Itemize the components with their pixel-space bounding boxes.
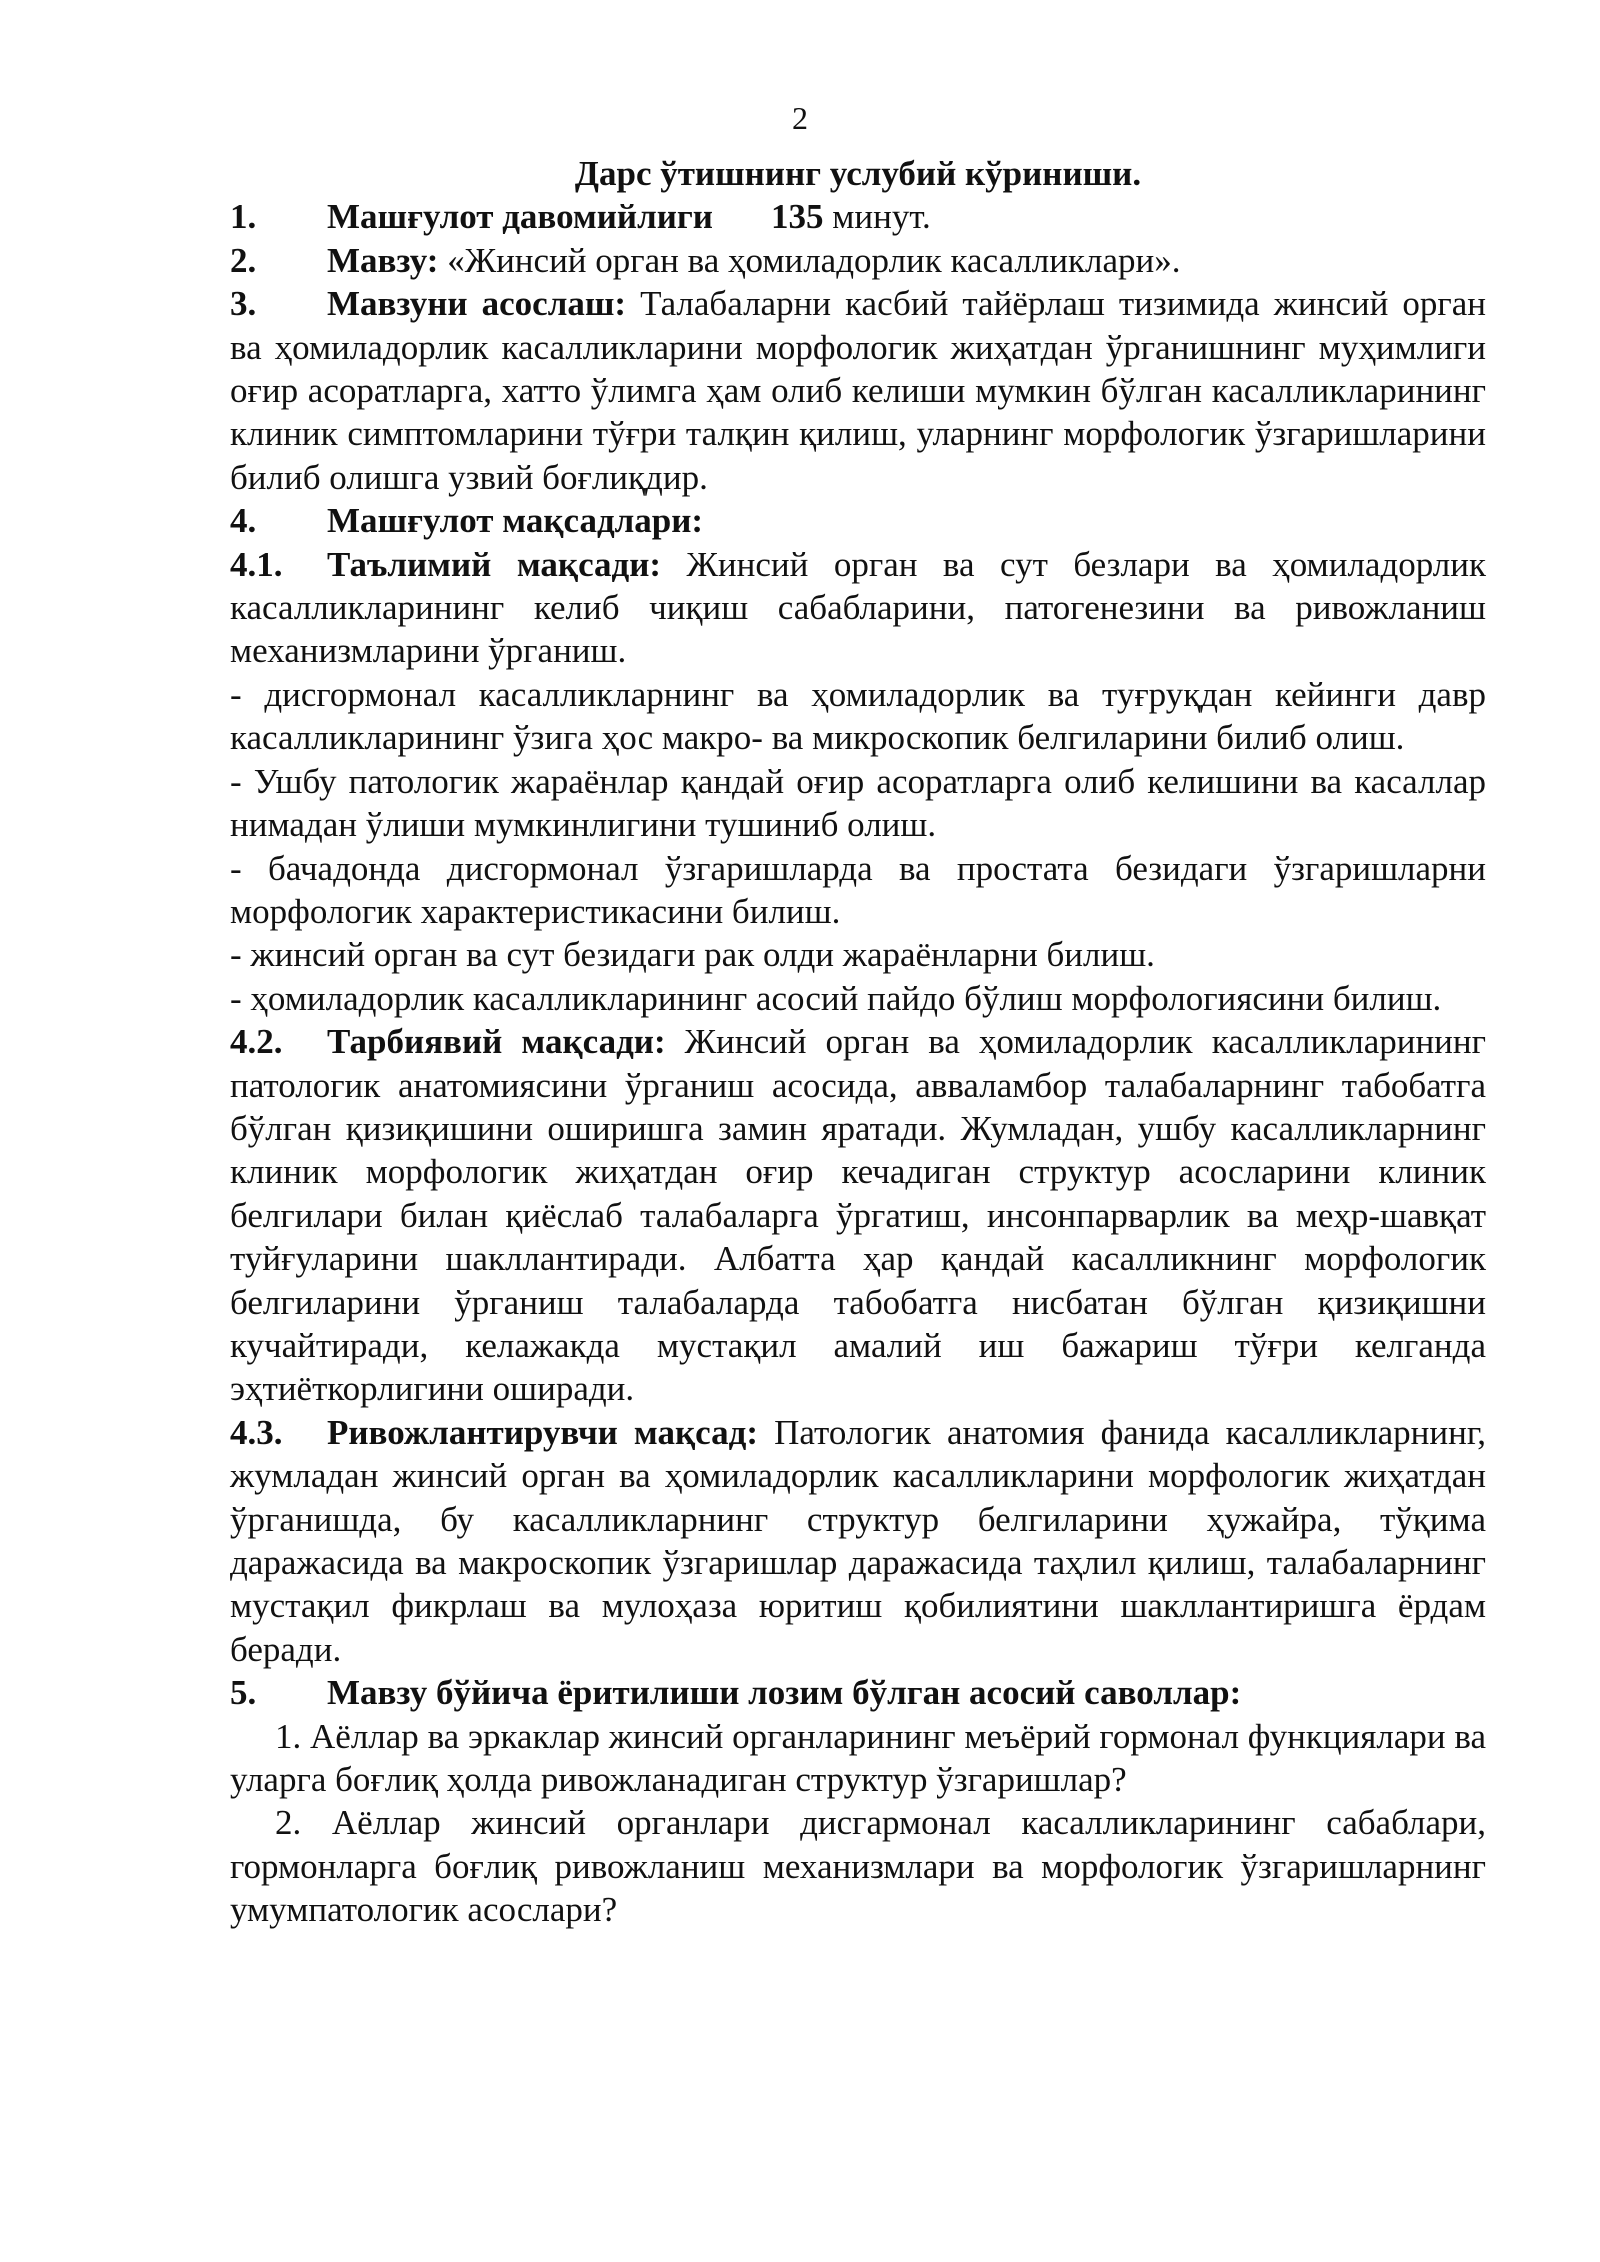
bullet-item: - жинсий орган ва сут безидаги рак олди жараёнларни билиш. (230, 935, 1155, 975)
bullet-item: - бачадонда дисгормонал ўзгаришларда ва простата безидаги ўзгаришларни морфологик характеристикасини билиш. (230, 848, 1486, 931)
bullet-item: - дисгормонал касалликларнинг ва ҳомиладорлик ва туғруқдан кейинги давр касалликларининг ўзига ҳос макро- ва микроскопик белгиларини билиб олиш. (230, 674, 1486, 758)
duration-unit: минут. (823, 197, 931, 237)
section-label: Ривожлантирувчи мақсад: (327, 1412, 759, 1452)
section-number: 5. (230, 1673, 257, 1713)
section-questions (230, 1671, 1486, 1714)
section-educational-objective (230, 543, 1486, 673)
section-label: Мавзу: (327, 240, 439, 280)
duration-value: 135 (770, 197, 824, 237)
section-text: Жинсий орган ва ҳомиладорлик касалликларининг патологик анатомиясини ўрганиш асосида, авваламбор талабаларнинг табобатга бўлган қизиқишини оширишга замин яратади. Жумладан, ушбу касалликларнинг клиник морфологик жиҳатдан оғир кечадиган структур асосларини клиник белгилари билан қиёслаб талабаларга ўргатиш, инсонпарварлик ва меҳр-шавқат туйғуларини шакллантиради. Албатта ҳар қандай касалликнинг морфологик белгиларини ўрганиш талабаларда табобатга нисбатан бўлган қизиқишни кучайтиради, келажакда мустақил амалий иш бажариш тўғри келганда эҳтиёткорлигини оширади. (230, 1022, 1487, 1409)
section-text: «Жинсий орган ва ҳомиладорлик касалликлари». (438, 240, 1181, 280)
bullet-item: - Ушбу патологик жараёнлар қандай оғир асоратларга олиб келишини ва касаллар нимадан ўлиши мумкинлигини тушиниб олиш. (230, 761, 1486, 845)
section-number: 4.3. (230, 1412, 283, 1452)
section-duration (230, 195, 1486, 238)
section-label: Мавзу бўйича ёритилиши лозим бўлган асосий саволлар: (327, 1673, 1242, 1713)
section-topic (230, 239, 1486, 282)
section-label: Машғулот мақсадлари: (327, 501, 704, 541)
question-item: 2. Аёллар жинсий органлари дисгармонал касалликларининг сабаблари, гормонларга боғлиқ ривожланиш механизмлари ва морфологик ўзгаришларнинг умумпатологик асослари? (230, 1803, 1486, 1930)
section-objectives (230, 499, 1486, 542)
section-number: 4.2. (230, 1022, 283, 1062)
section-label: Тарбиявий мақсади: (327, 1022, 666, 1062)
document-body (230, 152, 1486, 1932)
section-number: 3. (230, 284, 257, 324)
section-label: Таълимий мақсади: (327, 544, 662, 584)
document-title: Дарс ўтишнинг услубий кўриниши. (574, 154, 1142, 193)
section-number: 4. (230, 501, 257, 541)
section-label: Машғулот давомийлиги (327, 197, 713, 237)
bullet-item: - ҳомиладорлик касалликларининг асосий пайдо бўлиш морфологиясини билиш. (230, 978, 1442, 1018)
section-upbringing-objective (230, 1020, 1486, 1411)
question-item: 1. Аёллар ва эркаклар жинсий органларининг меъёрий гормонал функциялари ва уларга боғлиқ ҳолда ривожланадиган структур ўзгаришлар? (230, 1716, 1486, 1800)
page-number: 2 (792, 100, 808, 136)
section-number: 4.1. (230, 544, 283, 584)
section-number: 1. (230, 197, 257, 237)
section-label: Мавзуни асослаш: (327, 284, 627, 324)
section-text: Патологик анатомия фанида касалликларнинг, жумладан жинсий орган ва ҳомиладорлик касалликларини морфологик жиҳатдан ўрганишда, бу касалликларнинг структур белгиларини ҳужайра, тўқима даражасида ва макроскопик ўзгаришлар даражасида таҳлил қилиш, талабаларнинг мустақил фикрлаш ва мулоҳаза юритиш қобилиятини шакллантиришга ёрдам беради. (230, 1412, 1486, 1669)
section-text: Талабаларни касбий тайёрлаш тизимида жинсий орган ва ҳомиладорлик касалликларини морфологик жиҳатдан ўрганишнинг муҳимлиги оғир асоратларга, хатто ўлимга ҳам олиб келиши мумкин бўлган касалликларининг клиник симптомларини тўғри талқин қилиш, уларнинг морфологик ўзгаришларини билиб олишга узвий боғлиқдир. (230, 284, 1486, 497)
section-text: Жинсий орган ва сут безлари ва ҳомиладорлик касалликларининг келиб чиқиш сабабларини, патогенезини ва ривожланиш механизмларини ўрганиш. (230, 544, 1486, 671)
section-developmental-objective (230, 1411, 1486, 1671)
section-rationale (230, 282, 1486, 499)
section-number: 2. (230, 240, 257, 280)
